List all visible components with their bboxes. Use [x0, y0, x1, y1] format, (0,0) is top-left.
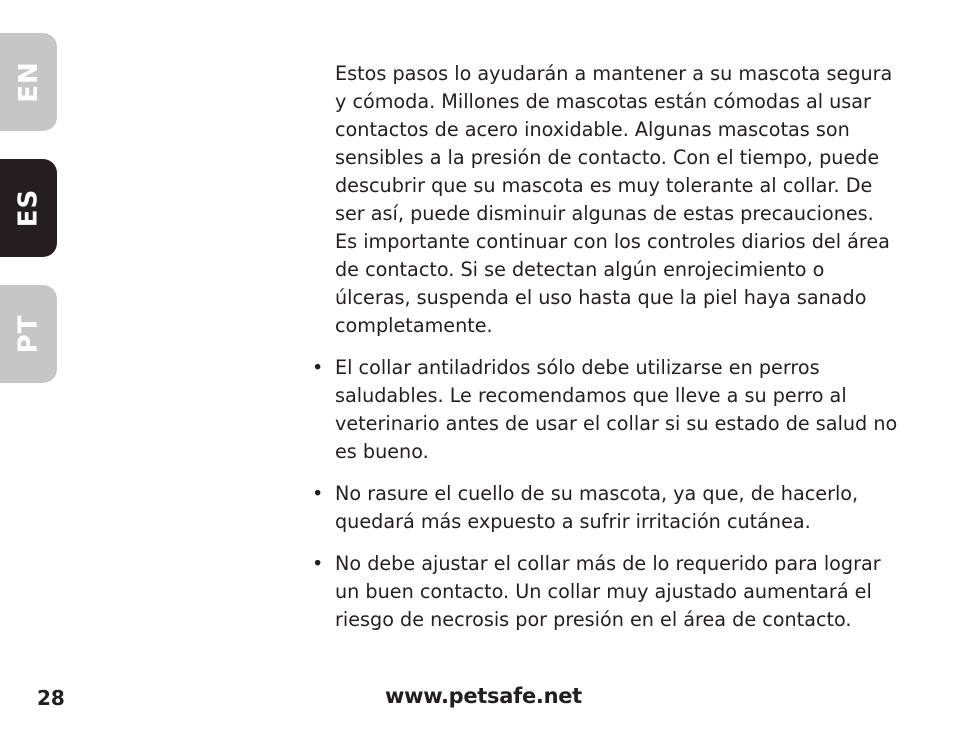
bullet-text: El collar antiladridos sólo debe utilizarse en perros saludables. Le recomendamos que lleve a su perro al veterinario antes de usar el collar si su estado de salud no es bueno.	[335, 356, 898, 463]
bullet-item	[310, 480, 900, 536]
tab-es-label: ES	[13, 188, 44, 228]
page-number: 28	[37, 686, 65, 710]
bullet-text: No debe ajustar el collar más de lo requerido para lograr un buen contacto. Un collar muy ajustado aumentará el riesgo de necrosis por presión en el área de contacto.	[335, 552, 881, 631]
bullet-item	[310, 354, 900, 466]
main-content	[310, 60, 900, 648]
bullet-mark: •	[312, 552, 324, 575]
bullet-mark: •	[312, 482, 324, 505]
tab-pt[interactable]	[0, 285, 57, 383]
bullet-item	[310, 550, 900, 634]
bullet-mark: •	[312, 356, 324, 379]
tab-pt-label: PT	[13, 314, 44, 354]
bullet-text: No rasure el cuello de su mascota, ya que, de hacerlo, quedará más expuesto a sufrir irritación cutánea.	[335, 482, 859, 533]
intro-paragraph: Estos pasos lo ayudarán a mantener a su mascota segura y cómoda. Millones de mascotas están cómodas al usar contactos de acero inoxidable. Algunas mascotas son sensibles a la presión de contacto. Con el tiempo, puede descubrir que su mascota es muy tolerante al collar. De ser así, puede disminuir algunas de estas precauciones. Es importante continuar con los controles diarios del área de contacto. Si se detectan algún enrojecimiento o úlceras, suspenda el uso hasta que la piel haya sanado completamente.	[335, 62, 893, 337]
tab-en-label: EN	[13, 61, 44, 103]
tab-es[interactable]	[0, 159, 57, 257]
website-link[interactable]: www.petsafe.net	[385, 684, 582, 708]
tab-en[interactable]	[0, 33, 57, 131]
